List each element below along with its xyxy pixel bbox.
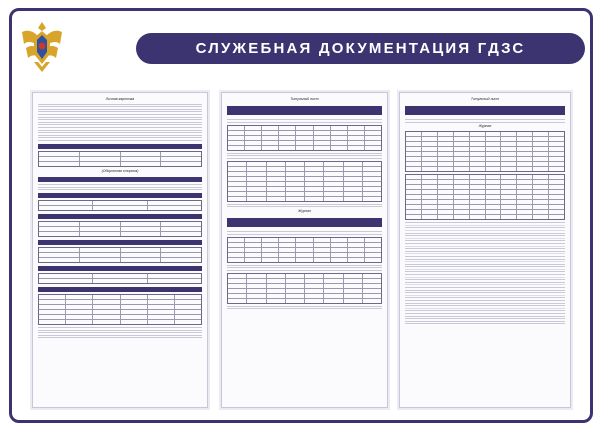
section-label: Личная карточка (105, 97, 135, 101)
journal-table (227, 237, 382, 263)
journal-title-band (227, 106, 382, 115)
form-table (38, 200, 202, 211)
journal-table (227, 273, 382, 304)
journal-table (227, 125, 382, 151)
register-table (405, 174, 565, 220)
form-section-bar (38, 214, 202, 219)
register-table (405, 131, 565, 172)
form-section-bar (38, 287, 202, 292)
journal-title-band (227, 218, 382, 227)
form-table (38, 221, 202, 237)
document-sheet-register (399, 92, 571, 408)
form-table (38, 151, 202, 167)
title-banner (136, 33, 585, 64)
form-table (38, 247, 202, 263)
form-section-bar (38, 266, 202, 271)
journal-table (227, 161, 382, 202)
form-section-bar (38, 240, 202, 245)
section-label: Титульный лист (470, 97, 500, 101)
section-label: Журнал (478, 124, 492, 129)
journal-title-band (405, 106, 565, 115)
form-section-bar (38, 144, 202, 149)
page-title: СЛУЖЕБНАЯ ДОКУМЕНТАЦИЯ ГДЗС (195, 40, 526, 57)
form-section-bar (38, 177, 202, 182)
mchs-emblem-icon (18, 18, 66, 76)
document-sheet-personal-card (32, 92, 208, 408)
form-section-bar (38, 193, 202, 198)
section-label: Журнал (298, 208, 311, 213)
document-sheet-journal (221, 92, 388, 408)
form-table (38, 294, 202, 325)
form-table (38, 273, 202, 284)
section-label: (Оборотная сторона) (101, 168, 139, 173)
section-label: Титульный лист (290, 97, 319, 101)
